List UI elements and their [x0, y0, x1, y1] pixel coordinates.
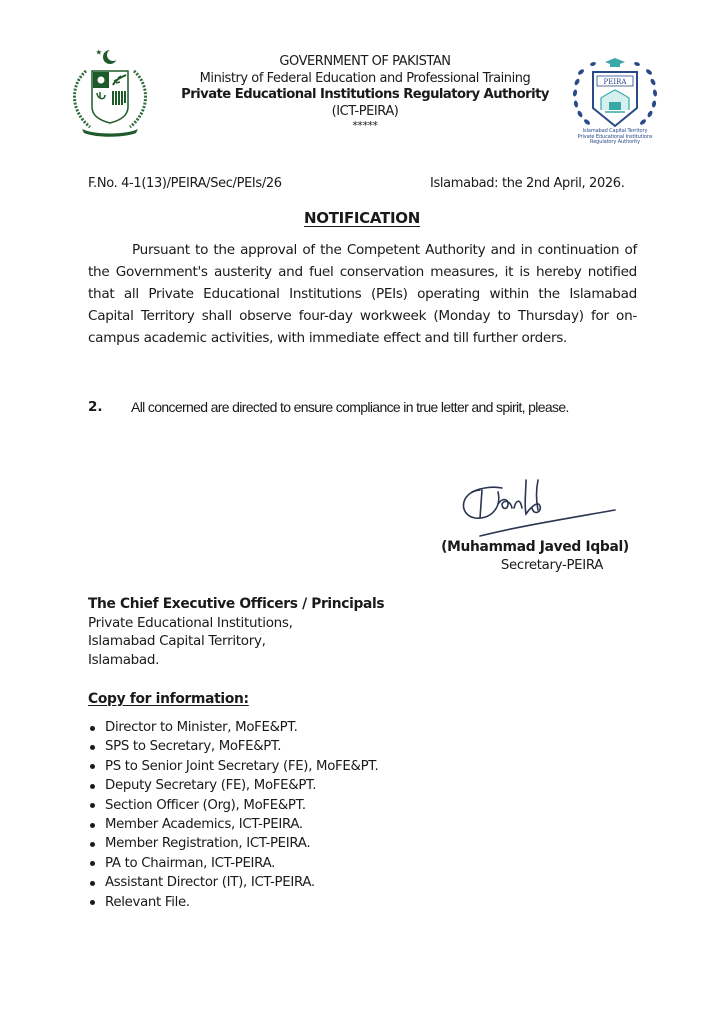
list-item-text: Relevant File. — [105, 894, 190, 910]
state-emblem-icon — [64, 47, 156, 139]
copy-for-information-list — [88, 718, 378, 912]
list-item-text: Deputy Secretary (FE), MoFE&PT. — [105, 778, 317, 794]
addressee-line: Private Educational Institutions, — [88, 614, 293, 631]
signatory-designation: Secretary-PEIRA — [500, 558, 604, 573]
paragraph-1: Pursuant to the approval of the Competent Authority and in continuation of the Government's austerity and fuel conservation measures, it is hereby notified that all Private Educational Institutions (PEIs) operating within the Islamabad Capital Territory shall observe four-day workweek (Monday to Thursday) for on-campus academic activities, with immediate effect and till further orders. — [88, 242, 637, 346]
peira-caption-line: Islamabad Capital Territory — [582, 128, 648, 134]
addressee-block — [88, 595, 384, 669]
addressee-heading: The Chief Executive Officers / Principals — [88, 596, 385, 612]
list-item — [88, 796, 378, 815]
place-and-date: Islamabad: the 2nd April, 2026. — [430, 176, 625, 191]
list-item — [88, 776, 378, 795]
list-item — [88, 718, 378, 737]
bullet-icon — [90, 823, 95, 828]
list-item — [88, 815, 378, 834]
letterhead-authority: Private Educational Institutions Regulatory Authority — [181, 87, 549, 102]
svg-text:PEIRA: PEIRA — [603, 78, 627, 86]
list-item-text: SPS to Secretary, MoFE&PT. — [105, 739, 282, 755]
notification-title: NOTIFICATION — [304, 209, 420, 227]
list-item — [88, 893, 378, 912]
list-item — [88, 854, 378, 873]
list-item — [88, 873, 378, 892]
bullet-icon — [90, 900, 95, 905]
addressee-line: Islamabad Capital Territory, — [88, 633, 266, 649]
peira-caption-line: Regulatory Authority — [590, 139, 640, 145]
peira-logo-caption — [560, 129, 670, 146]
bullet-icon — [90, 803, 95, 808]
bullet-icon — [90, 861, 95, 866]
bullet-icon — [90, 745, 95, 750]
letterhead — [160, 54, 570, 131]
signature-icon — [450, 470, 620, 550]
bullet-icon — [90, 881, 95, 886]
list-item-text: Director to Minister, MoFE&PT. — [105, 720, 298, 735]
paragraph-2-number: 2. — [88, 399, 103, 415]
list-item-text: PS to Senior Joint Secretary (FE), MoFE&PT. — [105, 758, 379, 774]
list-item — [88, 834, 378, 853]
letterhead-ministry: Ministry of Federal Education and Professional Training — [199, 70, 531, 86]
list-item — [88, 737, 378, 756]
list-item-text: Section Officer (Org), MoFE&PT. — [105, 797, 306, 813]
list-item-text: PA to Chairman, ICT-PEIRA. — [105, 855, 276, 871]
bullet-icon — [90, 842, 95, 847]
list-item-text: Member Registration, ICT-PEIRA. — [105, 836, 311, 852]
list-item — [88, 757, 378, 776]
bullet-icon — [90, 726, 95, 731]
file-number: F.No. 4-1(13)/PEIRA/Sec/PEIs/26 — [88, 176, 282, 191]
copy-for-information-heading: Copy for information: — [88, 691, 249, 707]
bullet-icon — [90, 784, 95, 789]
letterhead-abbreviation: (ICT-PEIRA) — [331, 103, 399, 119]
letterhead-separator: ***** — [352, 119, 378, 132]
list-item-text: Assistant Director (IT), ICT-PEIRA. — [105, 875, 315, 891]
list-item-text: Member Academics, ICT-PEIRA. — [105, 817, 303, 833]
signatory-name: (Muhammad Javed Iqbal) — [441, 539, 629, 555]
peira-caption-line: Private Educational Institutions — [577, 133, 653, 140]
addressee-line: Islamabad. — [88, 651, 160, 668]
bullet-icon — [90, 764, 95, 769]
letterhead-government: GOVERNMENT OF PAKISTAN — [279, 54, 451, 69]
paragraph-2: All concerned are directed to ensure compliance in true letter and spirit, please. — [131, 399, 569, 415]
